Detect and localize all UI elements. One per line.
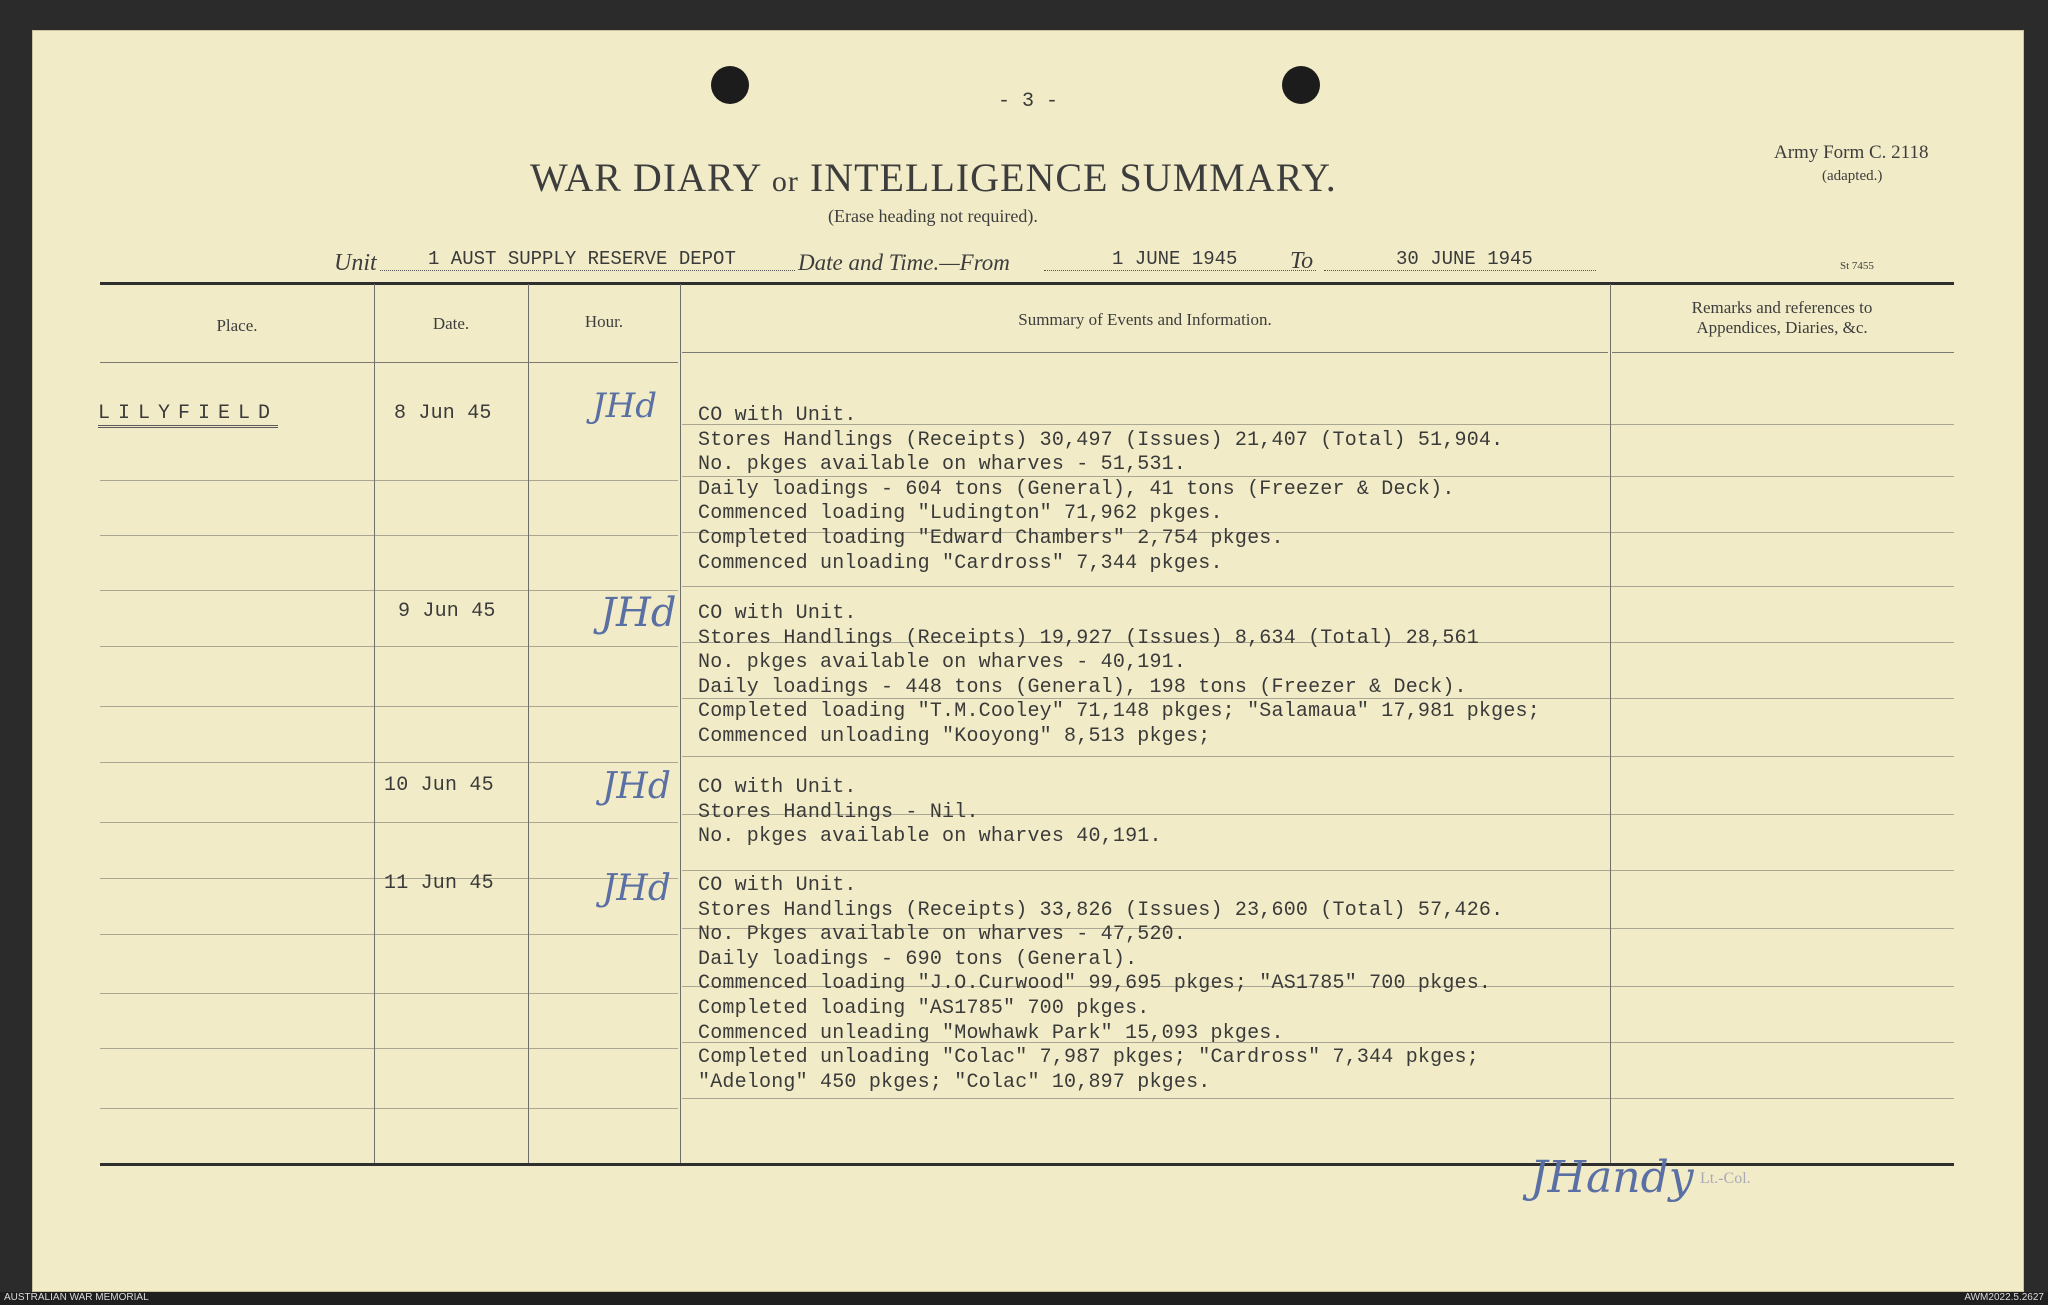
table-top-rule	[100, 282, 1954, 285]
summary-line: Daily loadings - 448 tons (General), 198 tons (Freezer & Deck).	[698, 675, 1467, 699]
officer-rank: Lt.-Col.	[1700, 1170, 1751, 1187]
summary-line: "Adelong" 450 pkges; "Colac" 10,897 pkges.	[698, 1070, 1211, 1094]
date-to-value: 30 JUNE 1945	[1324, 248, 1596, 271]
ruled-line	[100, 822, 678, 823]
page-number: - 3 -	[998, 90, 1059, 113]
header-rule-remarks	[1612, 352, 1954, 353]
title-intelligence-summary: INTELLIGENCE SUMMARY.	[809, 155, 1337, 200]
ruled-line	[682, 586, 1954, 587]
stationery-number: St 7455	[1840, 260, 1874, 272]
summary-line: No. pkges available on wharves 40,191.	[698, 825, 1162, 849]
hour-initials: JHd	[602, 766, 671, 807]
summary-line: CO with Unit.	[698, 602, 857, 625]
ruled-line	[100, 706, 678, 707]
ruled-line	[100, 1048, 678, 1049]
ruled-line	[100, 480, 678, 481]
ruled-line	[100, 590, 678, 591]
entry-summary	[698, 404, 1503, 576]
summary-line: Stores Handlings - Nil.	[698, 800, 979, 824]
unit-value: 1 AUST SUPPLY RESERVE DEPOT	[380, 248, 795, 271]
summary-line: Commenced loading "J.O.Curwood" 99,695 pkges; "AS1785" 700 pkges.	[698, 972, 1492, 996]
ruled-line	[682, 870, 1954, 871]
summary-line: CO with Unit.	[698, 404, 857, 427]
date-to-label: To	[1290, 248, 1314, 274]
column-divider-3	[680, 284, 681, 1163]
footer-archive-name: AUSTRALIAN WAR MEMORIAL	[4, 1292, 149, 1303]
summary-line: Stores Handlings (Receipts) 30,497 (Issues) 21,407 (Total) 51,904.	[698, 428, 1504, 452]
summary-line: Daily loadings - 604 tons (General), 41 tons (Freezer & Deck).	[698, 477, 1455, 501]
summary-line: Completed loading "T.M.Cooley" 71,148 pkges; "Salamaua" 17,981 pkges;	[698, 700, 1540, 724]
punch-hole-right	[1282, 66, 1320, 104]
header-rule-summary	[682, 352, 1608, 353]
summary-line: Daily loadings - 690 tons (General).	[698, 947, 1138, 971]
date-from-value: 1 JUNE 1945	[1044, 248, 1316, 271]
form-subtitle: (Erase heading not required).	[828, 206, 1038, 226]
adapted-label: (adapted.)	[1822, 168, 1883, 184]
entry-summary	[698, 874, 1503, 1095]
hour-initials: JHd	[600, 590, 677, 636]
ruled-line	[682, 1098, 1954, 1099]
form-title	[530, 154, 1337, 201]
entry-date: 9 Jun 45	[398, 600, 496, 623]
entry-summary	[698, 776, 1162, 850]
diary-page	[32, 30, 2024, 1292]
ruled-line	[100, 934, 678, 935]
archive-footer	[0, 1292, 2048, 1305]
hour-initials: JHd	[592, 386, 658, 426]
ruled-line	[682, 756, 1954, 757]
summary-line: CO with Unit.	[698, 776, 857, 799]
summary-line: Completed unloading "Colac" 7,987 pkges; "Cardross" 7,344 pkges;	[698, 1046, 1479, 1070]
footer-record-id: AWM2022.5.2627	[1964, 1292, 2044, 1303]
summary-line: No. pkges available on wharves - 40,191.	[698, 651, 1187, 675]
title-war-diary: WAR DIARY	[530, 155, 761, 200]
entry-date: 8 Jun 45	[394, 402, 492, 425]
summary-line: Commenced loading "Ludington" 71,962 pkges.	[698, 502, 1223, 526]
summary-line: CO with Unit.	[698, 874, 857, 897]
place-value: LILYFIELD	[98, 402, 278, 428]
punch-hole-left	[711, 66, 749, 104]
summary-line: Commenced unloading "Cardross" 7,344 pkges.	[698, 551, 1223, 575]
column-header-remarks-line2: Appendices, Diaries, &c.	[1696, 318, 1868, 337]
column-divider-1	[374, 284, 375, 1163]
ruled-line	[100, 646, 678, 647]
summary-line: Completed loading "AS1785" 700 pkges.	[698, 996, 1150, 1020]
column-header-hour: Hour.	[584, 312, 624, 331]
column-header-remarks-line1: Remarks and references to	[1691, 298, 1873, 317]
column-header-place: Place.	[216, 316, 258, 335]
unit-label: Unit	[334, 250, 377, 276]
column-header-date: Date.	[432, 314, 470, 333]
summary-line: Commenced unloading "Kooyong" 8,513 pkges;	[698, 724, 1211, 748]
column-divider-4	[1610, 284, 1611, 1163]
ruled-line	[100, 993, 678, 994]
army-form-label: Army Form C. 2118	[1774, 142, 1929, 163]
summary-line: Stores Handlings (Receipts) 19,927 (Issues) 8,634 (Total) 28,561	[698, 626, 1479, 650]
ruled-line	[100, 535, 678, 536]
summary-line: Completed loading "Edward Chambers" 2,754 pkges.	[698, 526, 1284, 550]
column-header-summary: Summary of Events and Information.	[1018, 310, 1272, 329]
summary-line: Stores Handlings (Receipts) 33,826 (Issues) 23,600 (Total) 57,426.	[698, 898, 1504, 922]
datetime-label: Date and Time.—From	[798, 250, 1010, 275]
summary-line: Commenced unleading "Mowhawk Park" 15,093 pkges.	[698, 1021, 1284, 1045]
ruled-line	[100, 762, 678, 763]
title-or: or	[771, 165, 799, 198]
commanding-officer-signature: JHandy	[1530, 1152, 1694, 1203]
header-rule-left	[100, 362, 678, 363]
entry-date: 10 Jun 45	[384, 774, 494, 797]
hour-initials: JHd	[602, 868, 671, 909]
summary-line: No. pkges available on wharves - 51,531.	[698, 453, 1187, 477]
entry-date: 11 Jun 45	[384, 872, 494, 895]
column-divider-2	[528, 284, 529, 1163]
entry-summary	[698, 602, 1540, 750]
ruled-line	[100, 1108, 678, 1109]
summary-line: No. Pkges available on wharves - 47,520.	[698, 923, 1187, 947]
